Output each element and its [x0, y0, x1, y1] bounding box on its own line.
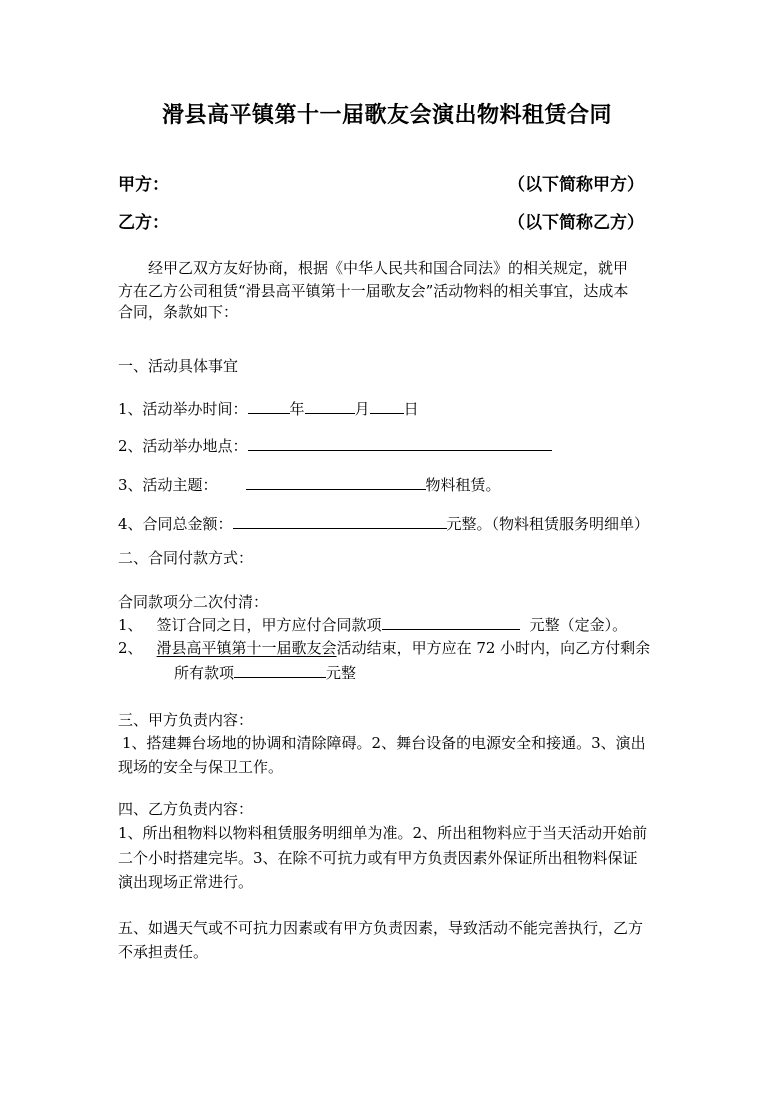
theme-suffix: 物料租赁。 [425, 476, 501, 494]
contract-amount-suffix: 元整。（物料租赁服务明细单） [446, 515, 650, 533]
payment-item-2-suffix: 元整 [326, 664, 357, 682]
section-2-heading: 二、合同付款方式： [118, 549, 254, 567]
month-blank[interactable] [305, 397, 355, 414]
payment-item-2-text: 活动结束，甲方应在 72 小时内，向乙方付剩余 [336, 639, 651, 657]
place-blank[interactable] [248, 434, 552, 451]
day-label: 日 [403, 400, 419, 418]
party-a-label: 甲方： [118, 175, 169, 195]
payment-item-2-number: 2、 [118, 639, 143, 657]
intro-line-3: 合同，条款如下： [118, 303, 239, 321]
section-4-line-1: 1、所出租物料以物料租赁服务明细单为准。2、所出租物料应于当天活动开始前 [118, 824, 648, 842]
section-4-line-2: 二个小时搭建完毕。3、在除不可抗力或有甲方负责因素外保证所出租物料保证 [118, 849, 638, 867]
document-title: 滑县高平镇第十一届歌友会演出物料租赁合同 [161, 103, 612, 128]
theme-blank[interactable] [246, 473, 426, 490]
party-a-alias: （以下简称甲方） [508, 175, 644, 195]
activity-place-row [118, 434, 552, 456]
section-5-line-1: 五、如遇天气或不可抗力因素或有甲方负责因素，导致活动不能完善执行，乙方 [118, 919, 644, 937]
section-3-heading: 三、甲方负责内容： [118, 711, 254, 729]
section-4-heading: 四、乙方负责内容： [118, 800, 254, 818]
contract-amount-label: 4、合同总金额： [118, 515, 233, 533]
party-b-alias: （以下简称乙方） [508, 213, 644, 233]
section-4-line-3: 演出现场正常进行。 [118, 873, 254, 891]
party-b-label: 乙方： [118, 213, 169, 233]
payment-item-1-number: 1、 [118, 616, 143, 634]
intro-line-2: 方在乙方公司租赁“滑县高平镇第十一届歌友会”活动物料的相关事宜，达成本 [118, 282, 629, 300]
section-3-line-1: 1、搭建舞台场地的协调和清除障碍。2、舞台设备的电源安全和接通。3、演出 [122, 734, 646, 752]
activity-place-label: 2、活动举办地点： [118, 437, 248, 455]
event-name: 滑县高平镇第十一届歌友会 [156, 639, 337, 657]
remaining-blank[interactable] [234, 661, 326, 678]
activity-time-row [118, 397, 419, 419]
amount-blank[interactable] [233, 512, 447, 529]
activity-time-label: 1、活动举办时间： [118, 400, 248, 418]
year-blank[interactable] [248, 397, 290, 414]
activity-theme-label: 3、活动主题： [118, 476, 218, 494]
month-label: 月 [354, 400, 370, 418]
year-label: 年 [289, 400, 305, 418]
payment-item-2-remaining: 所有款项 [174, 664, 235, 682]
payment-item-1-text: 签订合同之日，甲方应付合同款项 [156, 616, 382, 634]
payment-item-1-suffix: 元整（定金）。 [529, 616, 628, 634]
contract-amount-row [118, 512, 649, 534]
deposit-blank[interactable] [382, 613, 520, 630]
payment-item-2 [118, 638, 650, 658]
activity-theme-row [118, 473, 501, 495]
section-1-heading: 一、活动具体事宜 [118, 357, 239, 375]
intro-line-1: 经甲乙双方友好协商，根据《中华人民共和国合同法》的相关规定，就甲 [148, 259, 629, 277]
payment-intro: 合同款项分二次付清： [118, 593, 269, 611]
section-5-line-2: 不承担责任。 [118, 943, 209, 961]
day-blank[interactable] [370, 397, 404, 414]
payment-item-2-line-2 [174, 661, 356, 683]
section-3-line-2: 现场的安全与保卫工作。 [118, 758, 284, 776]
payment-item-1 [118, 613, 627, 635]
